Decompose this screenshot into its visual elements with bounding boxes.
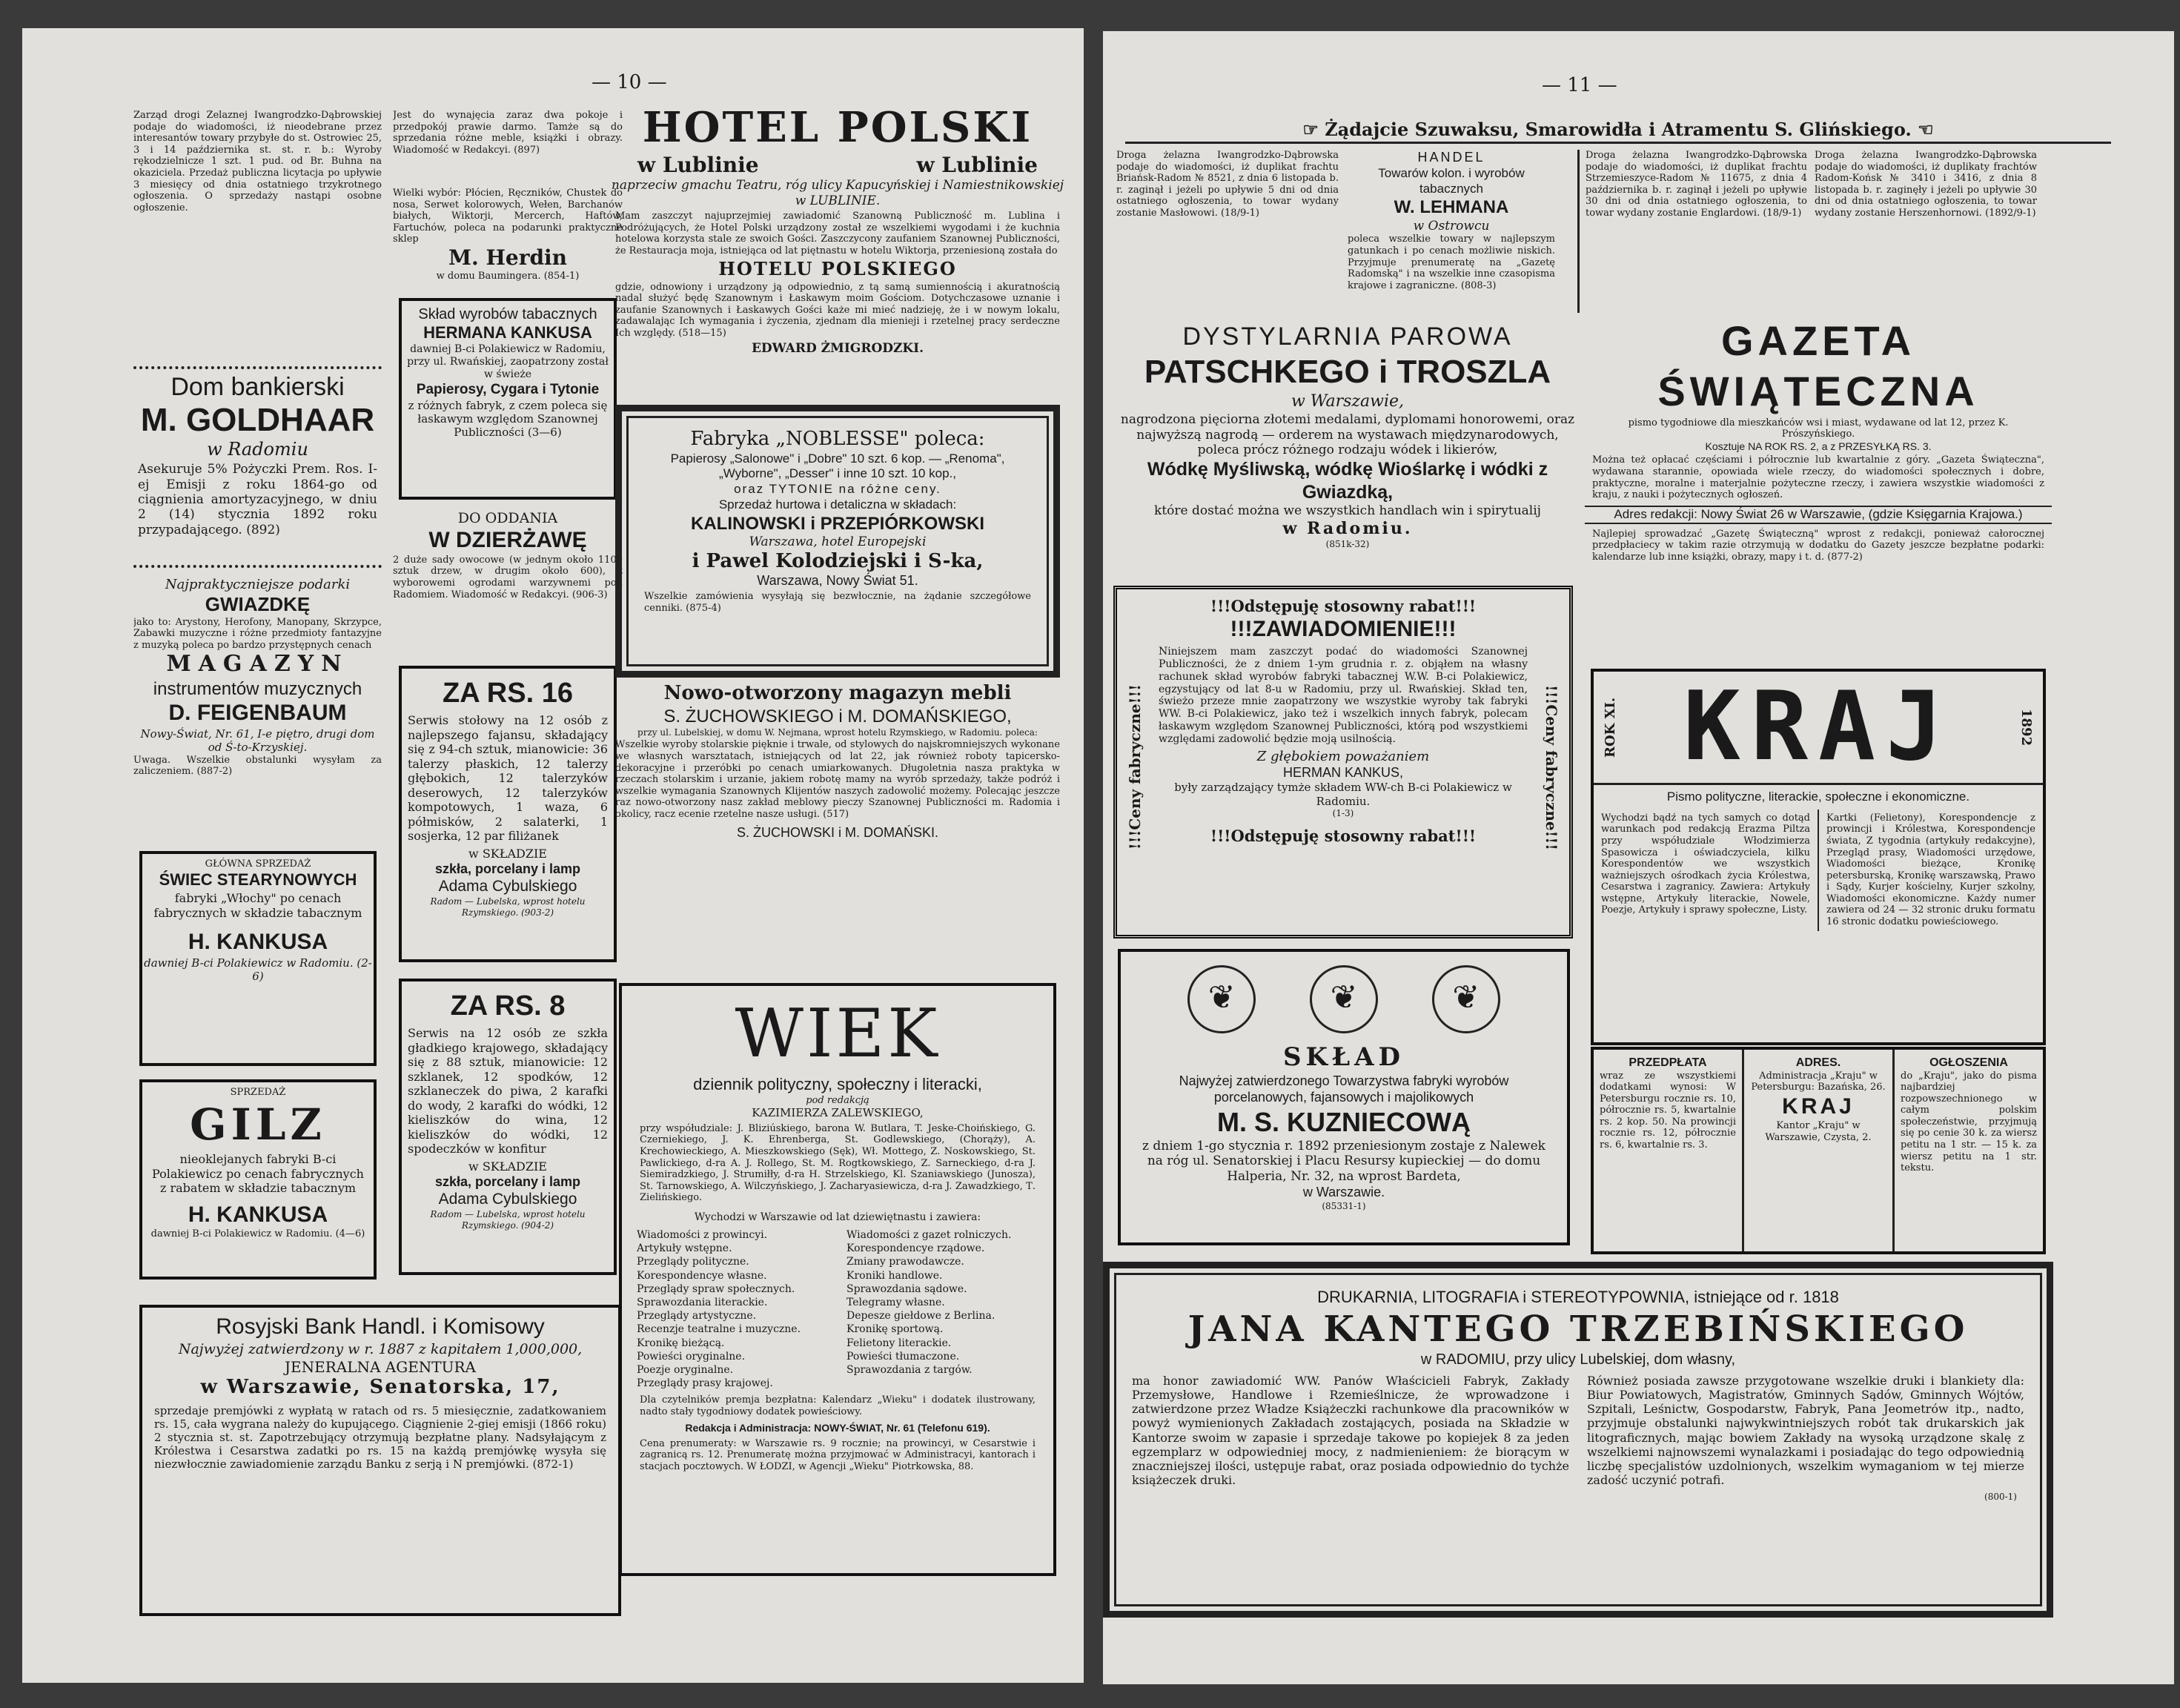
podarki-text: jako to: Arystony, Herofony, Manopany, Skrzypce, Zabawki muzyczne i różne przedmioty fantazyjne z muzyką poleca po bardzo przystępnych cenach [133,616,382,651]
rs8-szkla: szkła, porcelany i lamp [434,1174,581,1189]
kraj-c3-head: OGŁOSZENIA [1929,1056,2008,1069]
kraj-c3-text: do „Kraju", jako do pisma najbardziej rozpowszechnionego w całym polskim społeczeństwie, przyjmują się po cenie 30 k. za wiersz petitu na 1 str. — 15 k. za wiersz petitu na 1 str. tekstu. [1901,1070,2037,1174]
gazeta-price: Kosztuje NA ROK RS. 2, a z PRZESYŁKĄ RS. 3. [1705,440,1932,453]
kraj-c2-text: Administracja „Kraju" w Petersburgu: Bazańska, 26. [1751,1070,1886,1093]
eagle-emblem-icon [1187,965,1256,1033]
mebli-title: Nowo-otworzony magazyn mebli [663,682,1012,704]
list-item: Poezje oryginalne. [637,1363,734,1376]
mebli-sign: S. ŻUCHOWSKI i M. DOMAŃSKI. [736,824,938,840]
kraj-title: KRAJ [1683,672,1954,782]
kraj-adres [1744,1050,1895,1251]
kraj-c1-head: PRZEDPŁATA [1629,1056,1707,1069]
ad-rosyjski-bank [139,1305,621,1616]
pointing-hand-icon: ☜ [1911,119,1934,140]
dyst-city: w Warszawie, [1291,392,1405,411]
nob-names: KALINOWSKI i PRZEPIÓRKOWSKI [691,513,984,534]
gilz-addr: dawniej B-ci Polakiewicz w Radomiu. (4—6) [150,1228,365,1240]
rabat-top: !!!Odstępuję stosowny rabat!!! [1210,597,1477,615]
gazeta-text: Można też opłacać częściami i półrocznie lub kwartalnie z góry. „Gazeta Świąteczna", wydawana starannie, opowiada wiele rzeczy, do wiadomości społecznych i dobre, praktyczne, moralne i materjalnie pożyteczne rzeczy, i zawiera wszystkie wiadomości z kraju, z nauki i pożytecznych ogłoszeń. [1592,454,2044,501]
kraj-masthead [1594,672,2043,785]
list-item: Sprawozdania z targów. [847,1363,973,1376]
bank-text: Asekuruje 5% Pożyczki Prem. Ros. I-ej Emisji z roku 1864-go od ciągnienia amortyzacyjnego, w dniu 2 (14) stycznia 1892 roku przypadającego. (892) [138,462,377,537]
dzier-text: 2 duże sady owocowe (w jednym około 1100 sztuk drzew, w drugim około 600), z wyborowemi ogrodami warzywnemi pod Radomiem. Wiadomość w Redakcyi. (906-3) [393,554,623,600]
wiek-contents [622,1228,1053,1390]
kraj-right: Kartki (Felietony), Korespondencje z prowincji i Królestwa, Korespondencje świata, Z tygodnia (artykuły redakcyjne), Przegląd prasy, Wiadomości urzędowe, Wiadomości bieżące, Kronikę petersburską, Kronikę warszawską, Prawo i Sądy, Kurjer kościelny, Kurjer szkolny, Wiadomości ekonomiczne. Każdy numer zawiera od 24 — 32 stronic druku formatu 16 stronic dodatku powieściowego. [1818,810,2043,931]
list-item: Wiadomości z prowincyi. [637,1229,768,1242]
bank2-sub: Najwyżej zatwierdzony w r. 1887 z kapitałem 1,000,000, [178,1340,583,1357]
page-left [22,28,1084,1683]
ad-kuzniecowa [1118,949,1570,1245]
dyst-title: DYSTYLARNIA PAROWA [1182,322,1513,351]
feig-addr: Nowy-Świat, Nr. 61, I-e piętro, drugi dom od Ś-to-Krzyskiej. [140,726,375,755]
wiek-prem: Dla czytelników premja bezpłatna: Kalendarz „Wieku" i dodatek ilustrowany, nadto stały tygodniowy dodatek powieściowy. [640,1394,1036,1417]
bank2-text: sprzedaje premjówki z wypłatą w ratach od rs. 5 miesięcznie, zadatkowaniem rs. 15, cała wygrana należy do kupującego. Ciągnienie 2-giej emisji (1866 roku) 2 stycznia st. st. Zapotrzebujący otrzymują bezpłatne plany. Nadsyłającym z Królestwa i Cesarstwa zadatki po rs. 15 na każdą premjówkę wysyła się niezwłocznie zawiadomienie zarządu Banku z serją i N premjówki. (872-1) [154,1403,606,1471]
ad-noblesse [615,405,1060,678]
wiek-red: pod redakcją [806,1094,869,1106]
kuz-sub: Najwyżej zatwierdzonego Towarzystwa fabryki wyrobów porcelanowych, fajansowych i majolikowych [1179,1073,1509,1105]
bank2-title: Rosyjski Bank Handl. i Komisowy [216,1314,545,1339]
zawiad-sign2: HERMAN KANKUS, [1282,764,1404,780]
rs8-addr: Radom — Lubelska, wprost hotelu Rzymskiego. (904-2) [430,1209,586,1231]
magazyn: MAGAZYN [166,651,349,678]
ad-wynajecie [393,110,623,184]
wiek-title: WIEK [735,995,941,1073]
bank2-addr: w Warszawie, Senatorska, 17, [200,1376,560,1399]
hotel-city-left: w Lublinie [637,153,759,178]
list-item: Kronikę bieżącą. [637,1337,725,1349]
kuz-text: z dniem 1-go stycznia r. 1892 przeniesionym zostaje z Nalewek na róg ul. Senatorskiej i Placu Resursy kupieckiej — do domu Halperia, Nr. 32, na wprost Bardeta, [1142,1138,1545,1185]
zawiad-title: !!!ZAWIADOMIENIE!!! [1230,616,1457,641]
ad-sklad-kankusa [399,298,617,500]
herdin-name: M. Herdin [448,245,568,270]
dzier-title: W DZIERŻAWĘ [428,528,587,553]
kraj-rok: ROK XI. [1603,697,1618,758]
kraj-c1-text: wraz ze wszystkiemi dodatkami wynosi: W Petersburgu rocznie rs. 10, półrocznie rs. 5, kwartalnie rs. 2 kop. 50. Na prowincji rocznie rs. 12, półrocznie rs. 6, kwartalnie rs. 3. [1600,1070,1736,1151]
emblem-row [1121,965,1567,1036]
rs16-title: ZA RS. 16 [443,678,573,709]
handel-name: W. LEHMANA [1394,197,1509,218]
rs8-cybulski: Adama Cybulskiego [438,1191,577,1208]
wiek-wyc: Wychodzi w Warszawie od lat dziewiętnastu i zawiera: [694,1211,981,1223]
nob-line1: Papierosy „Salonowe" i „Dobre" 10 szt. 6 kop. — „Renoma", [670,451,1005,466]
vert-ceny-left: !!!Ceny fabryczne!!! [1126,684,1144,850]
ad-kraj-info [1591,1047,2046,1254]
hotel-name2: HOTELU POLSKIEGO [718,258,957,280]
szuwaks-text: Żądajcie Szuwaksu, Smarowidła i Atramentu S. Glińskiego. [1325,119,1912,140]
kraj-sub: Pismo polityczne, literackie, społeczne i ekonomiczne. [1666,790,1970,804]
ad-swiece [139,851,377,1066]
gazeta-sub: pismo tygodniowe dla mieszkańców wsi i miast, wydawane od lat 12, przez K. Prószyńskiego. [1628,417,2009,440]
hotel-text: Mam zaszczyt najuprzejmiej zawiadomić Szanowną Publiczność m. Lublina i Podróżujących, że Hotel Polski urządzony został ze wszelkiemi wygodami i że kuchnia hotelowa korzysta stale ze swoich Gości. Zaszczycony zaufaniem Szanownej Publiczności, że Restauracja moja, istniejąca od lat piętnastu w hotelu Wiktorja, przeniesioną została do [615,210,1060,256]
wielki-text: Wielki wybór: Płócien, Ręczników, Chustek do nosa, Serwet kolorowych, Wełen, Barchanów białych, Wiktorji, Mercerch, Haftów, Fartuchów, poleca na podarunki praktyczne sklep [393,188,623,245]
swiec-addr: dawniej B-ci Polakiewicz w Radomiu. (2-6) [144,956,372,984]
hotel-text2: gdzie, odnowiony i urządzony ją odpowiednio, z tą samą sumiennością i akuratnością nadal służyć będę Szanownym i Łaskawym moim Gościom. Dotychczasowe uznanie i zaufanie Szanownych i Łaskawych Gości każe mi mieć nadzieję, że i w nowym lokalu, zadawalając Ich wymagania i życzenia, zjednam dla mienieji i rzetelnej pracy serdeczne Ich względy. (518—15) [615,281,1060,339]
dyst-text: nagrodzona pięciorna złotemi medalami, dyplomami honorowemi, oraz najwyższą nagrodą — orderem na wystawach międzynarodowych, poleca prócz różnego rodzaju wódek i likierów, [1120,411,1575,458]
kraj-left: Wychodzi bądź na tych samych co dotąd warunkach pod redakcją Erazma Piltza przy współudziale Włodzimierza Spasowicza i oświadczyciela, kilku Korespondentów we wszystkich ważniejszych ośrodkach życia Królestwa, Cesarstwa i zagranicy. Zawiera: Artykuły wstępne, Artykuły literackie, Nowele, Poezje, Artykuły i sprawy społeczne, Listy. [1601,812,1810,916]
ad-kraj [1591,669,2046,1045]
kraj-c2-text2: Kantor „Kraju" w Warszawie, Czysta, 2. [1765,1120,1872,1143]
kuz-title: SKŁAD [1282,1042,1405,1073]
gazeta-note: Najlepiej sprowadzać „Gazetę Świąteczną" wprost z redakcji, ponieważ całorocznej przedpłaciecy w takim razie otrzymują w dodatku do Gazety jeszcze bezpłatne podarki: kalendarze lub inne książki, obrazy, mapy i t. d. (877-2) [1592,528,2044,563]
ad-hotel-polski [608,102,1067,399]
zawiad-sign3: były zarządzający tymże składem WW-ch B-ci Polakiewicz w Radomiu. [1174,781,1512,808]
list-item: Artykuły wstępne. [637,1242,732,1255]
ad-text: Zarząd drogi Żelaznej Iwangrodzko-Dąbrowskiej podaje do wiadomości, iż nieodebrane przez interesantów towary przybyłe do st. Ostrowiec 25, 3 i 14 października st. st. r. b.: Wyroby rękodzielnicze 1 szt. 1 pud. od Br. Buhna na okaziciela. Przedaż publiczna licytacja po upływie 3 miesięcy od dnia ostatniego trzykrotnego ogłoszenia. O sprzedaży nastąpi osobne ogłoszenie. [133,110,382,214]
hotel-city-right: w Lublinie [916,153,1038,178]
ad-droga-2 [1577,150,1807,313]
zawiad-text: Niniejszem mam zaszczyt podać do wiadomości Szanownej Publiczności, że z dniem 1-ym grudnia r. z. objąłem na własny rachunek skład wyrobów fabryki tabacznej W.W. B-ci Polakiewicz, egzystujący od lat 8-u w Radomiu, przy ul. Rwańskiej. Skład ten, świeżo przeze mnie zaopatrzony we wszystkie wyroby tak fabryki WW. B-ci Polakiewicz, jako też i wszelkich innych fabryk, polecam łaskawym względom Szanownej Publiczności, którą pod wszystkiemi względami zadowolić będzie moją usilnością. [1159,646,1528,745]
herdin-addr: w domu Baumingera. (854-1) [436,271,580,282]
ad-droga-1 [1116,150,1339,313]
ad-zarzad [133,110,382,362]
dzier-head: DO ODDANIA [457,510,558,526]
ad-dystylarnia [1110,322,1585,575]
feigenbaum-name: D. FEIGENBAUM [168,701,347,726]
handel-title: Towarów kolon. i wyrobów tabacznych [1378,165,1525,196]
list-item: Powieści tłumaczone. [847,1350,960,1363]
ad-lehman [1348,150,1555,313]
feig-uwaga: Uwaga. Wszelkie obstalunki wysyłam za zaliczeniem. (887-2) [133,754,382,778]
rs8-title: ZA RS. 8 [450,990,566,1022]
dyst-name: PATSCHKEGO i TROSZLA [1144,354,1551,391]
dyst-text2: które dostać można we wszystkich handlach win i spirytualij [1154,503,1541,519]
swiec-text: fabryki „Włochy" po cenach fabrycznych w składzie tabacznym [153,891,362,920]
gwiazdke: GWIAZDKĘ [205,592,311,615]
kraj-ogloszenia [1895,1050,2043,1251]
handel-city: w Ostrowcu [1413,218,1490,234]
ad-droga-3 [1815,150,2037,313]
kraj-przedplata [1594,1050,1744,1251]
druk-title: DRUKARNIA, LITOGRAFIA i STEREOTYPOWNIA, istniejące od r. 1818 [1317,1288,1839,1306]
sklad-text2: z różnych fabryk, z czem poleca się łaskawym względom Szanownej Publiczności (3—6) [408,398,608,440]
handel-head: HANDEL [1417,150,1485,165]
list-item: Przeglądy prasy krajowej. [637,1377,773,1390]
ad-mebli [608,682,1067,971]
hotel-sign: EDWARD ŻMIGRODZKI. [751,340,924,356]
gazeta-addr: Adres redakcji: Nowy Świat 26 w Warszawie, (gdzie Księgarnia Krajowa.) [1585,506,2052,524]
druk-code: (800-1) [1984,1492,2017,1503]
sklad-text: dawniej B-ci Polakiewicz w Radomiu, przy ul. Rwańskiej, zaopatrzony został w świeże [407,343,609,381]
sklad-title: Skład wyrobów tabacznych [418,306,597,322]
list-item: Felietony literackie. [847,1337,952,1349]
ad-text: Droga żelazna Iwangrodzko-Dąbrowska podaje do wiadomości, iż duplikaty frachtów Radom-Końsk № 3410 i 3416, z dnia 8 listopada b. r. zaginęły i jeżeli po upływie 30 dni od dnia ostatniego ogłoszenia, to towar wydany zostanie Herszenhornowi. (1892/9-1) [1815,150,2037,219]
druk-addr: w RADOMIU, przy ulicy Lubelskiej, dom własny, [1420,1351,1736,1368]
gilz-head: SPRZEDAŻ [230,1087,286,1098]
ad-dzierzawa [393,510,623,658]
page-number: — 10 — [592,71,667,93]
kuz-name: M. S. KUZNIECOWĄ [1217,1106,1471,1137]
bank-name: M. GOLDHAAR [140,402,375,439]
list-item: Korespondencye rządowe. [847,1242,985,1255]
dyst-city2: w Radomiu. [1282,518,1413,538]
wiek-adm: Redakcja i Administracja: NOWY-ŚWIAT, Nr. 61 (Telefonu 619). [685,1422,990,1434]
swiec-title: ŚWIEC STEARYNOWYCH [159,870,357,889]
ad-feigenbaum [133,577,382,844]
rs16-cybulski: Adama Cybulskiego [438,878,577,896]
list-item: Kroniki handlowe. [847,1269,943,1282]
wiek-sub: dziennik polityczny, społeczny i literacki, [693,1074,982,1093]
kuz-city: w Warszawie. [1302,1184,1385,1199]
mebli-names: S. ŻUCHOWSKIEGO i M. DOMAŃSKIEGO, [663,706,1012,726]
bank-title: Dom bankierski [170,373,345,401]
vert-ceny-right: !!!Ceny fabryczne!!! [1543,684,1560,850]
handel-text: poleca wszelkie towary w najlepszym gatunkach i po cenach możliwie niskich. Przyjmuje prenumeratę na „Gazetę Radomską" i na wszelkie inne czasopisma krajowe i zagraniczne. (808-3) [1348,234,1555,291]
ad-text: Droga żelazna Iwangrodzko-Dąbrowska podaje do wiadomości, iż duplikat frachtu Briańsk-Radom № 8521, z dnia 6 listopada b. r. zaginął i jeżeli po upływie 5 dni od dnia ostatniego ogłoszenia, to towar wydany zostanie Masłowowi. (18/9-1) [1116,150,1339,219]
bank-city: w Radomiu [207,438,308,460]
rs16-addr: Radom — Lubelska, wprost hotelu Rzymskiego. (903-2) [430,896,586,918]
nob-names2: i Pawel Kolodziejski i S-ka, [692,549,984,572]
kraj-body [1594,810,2043,931]
nob-note: Wszelkie zamówienia wysyłają się bezwłocznie, na żądanie szczegółowe cenniki. (875-4) [644,591,1031,614]
druk-name: JANA KANTEGO TRZEBIŃSKIEGO [1187,1308,1969,1350]
list-item: Sprawozdania sądowe. [847,1282,967,1295]
list-item: Wiadomości z gazet rolniczych. [847,1229,1012,1242]
rs16-sklad: w SKŁADZIE [468,847,547,861]
ad-herdin [393,188,623,291]
ad-bank-goldhaar [133,366,382,568]
nob-title: Fabryka „NOBLESSE" poleca: [690,428,985,450]
ad-gazeta-swiateczna [1585,316,2052,664]
list-item: Przeglądy spraw społecznych. [637,1282,795,1295]
kraj-c2-head: ADRES. [1795,1056,1841,1069]
gilz-kankusa: H. KANKUSA [188,1202,328,1227]
kuz-code: (85331-1) [1322,1200,1366,1211]
wiek-text: przy współudziale: J. Bliziúskiego, barona W. Butlara, T. Jeske-Choińskiego, G. Czerniekiego, J. K. Ehrenberga, St. Godlewskiego, (Chorąży), A. Krechowieckiego, A. Mieszkowskiego (Sęk), Wł. Mottego, Z. Noskowskiego, St. Pawlickiego, d-ra A. J. Rollego, St. M. Rogtkowskiego, Z. Sarneckiego, d-ra J. Siemiradzkiego, J. Strumiłły, d-ra H. Strzelskiego, Kl. Szaniawskiego (Junosza), St. Tarnowskiego, A. Wilczyńskiego, J. Zacharyasiewicza, d-ra J. Zawadzkiego, Т. Zielińskiego. [640,1122,1036,1204]
zawiad-sign1: Z głębokiem poważaniem [1256,748,1430,764]
gilz-title: GILZ [190,1099,326,1150]
hotel-loc: naprzeciw gmachu Teatru, róg ulicy Kapucyńskiej i Namiestnikowskiej w LUBLINIE. [611,178,1064,209]
ad-drukarnia [1103,1262,2053,1618]
instr: instrumentów muzycznych [153,679,362,700]
druk-right: Również posiada zawsze przygotowane wszelkie druki i blankiety dla: Biur Powiatowych, Magistratów, Gminnych Sądów, Gminnych Wójtów, Szpitali, Leśnictw, Gospodarstw, Fabryk, Pana Jeometrów itp., nadto, przyjmuje obstalunki najwykwintniejszych robót tak drukarskich jak litograficznych, mając bowiem Zakłady na wysoką urządzone skalę z wszelkiemi najnowszemi wynalazkami i posiadając do tego odpowiednią liczbę specjalistów uzdolnionych, wszelkim wymaganiom w tej mierze zadość uczynić potrafi. [1587,1373,2024,1488]
rabat-bottom: !!!Odstępuję stosowny rabat!!! [1210,826,1477,845]
wiek-col2 [847,1228,1038,1390]
kraj-c2-kraj: KRAJ [1782,1093,1855,1119]
ad-text: Jest do wynajęcia zaraz dwa pokoje i przedpokój prawie darmo. Tamże są do sprzedania różne meble, książki i obrazy. Wiadomość w Redakcyi. (897) [393,110,623,156]
dyst-goods: Wódkę Myśliwską, wódkę Wioślarkę i wódki z Gwiazdką, [1147,459,1548,503]
rs16-text: Serwis stołowy na 12 osób z najlepszego fajansu, składający się z 94-ch sztuk, mianowicie: 36 talerzy płaskich, 12 talerzy głębokich, 12 talerzyków deserowych, 12 talerzyków kompotowych, 1 waza, 6 półmisków, 2 salaterki, 1 sosjerka, 12 par filiżanek [408,713,608,844]
ad-rs16 [399,666,617,962]
podarki-heading: Najpraktyczniejsze podarki [165,577,351,592]
rs8-text: Serwis na 12 osób ze szkła gładkiego krajowego, składający się z 88 sztuk, mianowicie: 12 szklanek, 12 spodków, 12 szklaneczek do piwa, 2 karafki do wody, 2 karafki do wódki, 12 kieliszków do wina, 12 kieliszków do wódki, 12 spodeczków w konfitur [408,1026,608,1156]
list-item: Przeglądy artystyczne. [637,1310,757,1323]
ad-text: Droga żelazna Iwangrodzko-Dąbrowska podaje do wiadomości, iż duplikat frachtu Strzemieszyce-Radom № 11675, z dnia 4 października b. r. zaginął i jeżeli po upływie 30 dni od dnia ostatniego ogłoszenia, to towar wydany zostanie Englardowi. (18/9-1) [1586,150,1807,219]
sklad-goods: Papierosy, Cygara i Tytonie [416,382,600,398]
wiek-editor: KAZIMIERZA ZALEWSKIEGO, [752,1106,924,1120]
nob-addr2: Warszawa, Nowy Świat 51. [757,573,918,589]
gazeta-title2: ŚWIĄTECZNA [1657,368,1979,415]
zawiad-code: (1-3) [1332,808,1354,819]
swiec-head: GŁÓWNA SPRZEDAŻ [205,858,311,870]
page-right [1103,31,2174,1684]
list-item: Powieści oryginalne. [637,1350,746,1363]
wiek-col1 [637,1228,829,1390]
swiec-kankusa: H. KANKUSA [188,930,328,955]
list-item: Kronikę sportową. [847,1323,944,1336]
nob-line3: oraz TYTONIE na różne ceny. [734,482,941,497]
eagle-emblem-icon [1432,965,1500,1033]
kraj-year: 1892 [2018,708,2034,747]
druk-body [1110,1369,2047,1492]
wiek-price: Cena prenumeraty: w Warszawie rs. 9 rocznie; na prowincyi, w Cesarstwie i zagranicą rs. 12. Prenumeratę można przyjmować w Administracyi, kantorach i stacjach pocztowych. W ŁODZI, w Agencji „Wieku" Piotrkowska, 88. [640,1437,1036,1472]
ad-wiek [619,983,1056,1576]
list-item: Zmiany prawodawcze. [847,1256,964,1268]
sklad-name: HERMANA KANKUSA [423,323,592,342]
list-item: Telegramy własne. [847,1296,945,1308]
ad-zawiadomienie [1113,586,1573,939]
pointing-hand-icon: ☞ [1302,119,1325,140]
gazeta-title: GAZETA [1720,317,1916,364]
mebli-addr: przy ul. Lubelskiej, w domu W. Nejmana, wprost hotelu Rzymskiego, w Radomiu. poleca: [637,726,1038,738]
dyst-code: (851k-32) [1325,538,1370,549]
page-number: — 11 — [1542,74,1617,96]
list-item: Sprawozdania literackie. [637,1296,768,1308]
kraj-info-cols [1594,1050,2043,1251]
list-item: Recenzje teatralne i muzyczne. [637,1323,801,1336]
rs8-sklad: w SKŁADZIE [468,1159,547,1174]
rs16-szkla: szkła, porcelany i lamp [434,861,581,876]
nob-addr: Warszawa, hotel Europejski [749,534,927,549]
druk-left: ma honor zawiadomić WW. Panów Właścicieli Fabryk, Zakłady Przemysłowe, Handlowe i Rzemieślnicze, że wprowadzone i zatwierdzone przez Władze Książeczki rachunkowe dla pracowników w powyż wymienionych Zakładach zostających, posiada na Składzie w Kantorze swoim w zapasie i sprzedaje takowe po kopiejek 8 za jeden egzemplarz w odpowiedniej mocy, z nadmienieniem: że biorącym w znaczniejszej ilości, ustępuje rabat, oraz posiada odpowiednio do tychże książeczek druki. [1132,1373,1569,1488]
list-item: Depesze giełdowe z Berlina. [847,1310,995,1323]
bank2-gen: JENERALNA AGENTURA [284,1357,477,1376]
list-item: Przeglądy polityczne. [637,1256,749,1268]
list-item: Korespondencye własne. [637,1269,767,1282]
gilz-text: nieoklejanych fabryki B-ci Polakiewicz po cenach fabrycznych z rabatem w składzie tabacznym [152,1152,364,1196]
nob-line4: Sprzedaż hurtowa i detaliczna w składach: [718,497,957,512]
eagle-emblem-icon [1310,965,1378,1033]
nob-line2: „Wyborne", „Desser" i inne 10 szt. 10 kop., [719,466,956,481]
ad-szuwaks [1125,119,2111,144]
hotel-title: HOTEL POLSKI [642,103,1033,152]
ad-rs8 [399,979,617,1275]
mebli-text: Wszelkie wyroby stolarskie pięknie i trwale, od stylowych do najskromniejszych wykonane we własnych warsztatach, istniejących od lat 22, jak również roboty tapicersko-dekoracyjne i przeróbki po cenach umiarkowanych. Długoletnia nasza praktyka w rzeczach stolarskim i urzanie, jakiem robotę mamy na wyrób sprzedaży, także podróż i wszelkie wymagania Szanownych Klijentów naszych zadowolić możemy. Polecając jeszcze raz nowo-otworzony nasz zakład meblowy pieczy Szanownej Publiczności m. Radomia i okolicy, racz ecenie rzetelne nasze usługi. (517) [615,739,1060,820]
ad-gilz [139,1079,377,1280]
